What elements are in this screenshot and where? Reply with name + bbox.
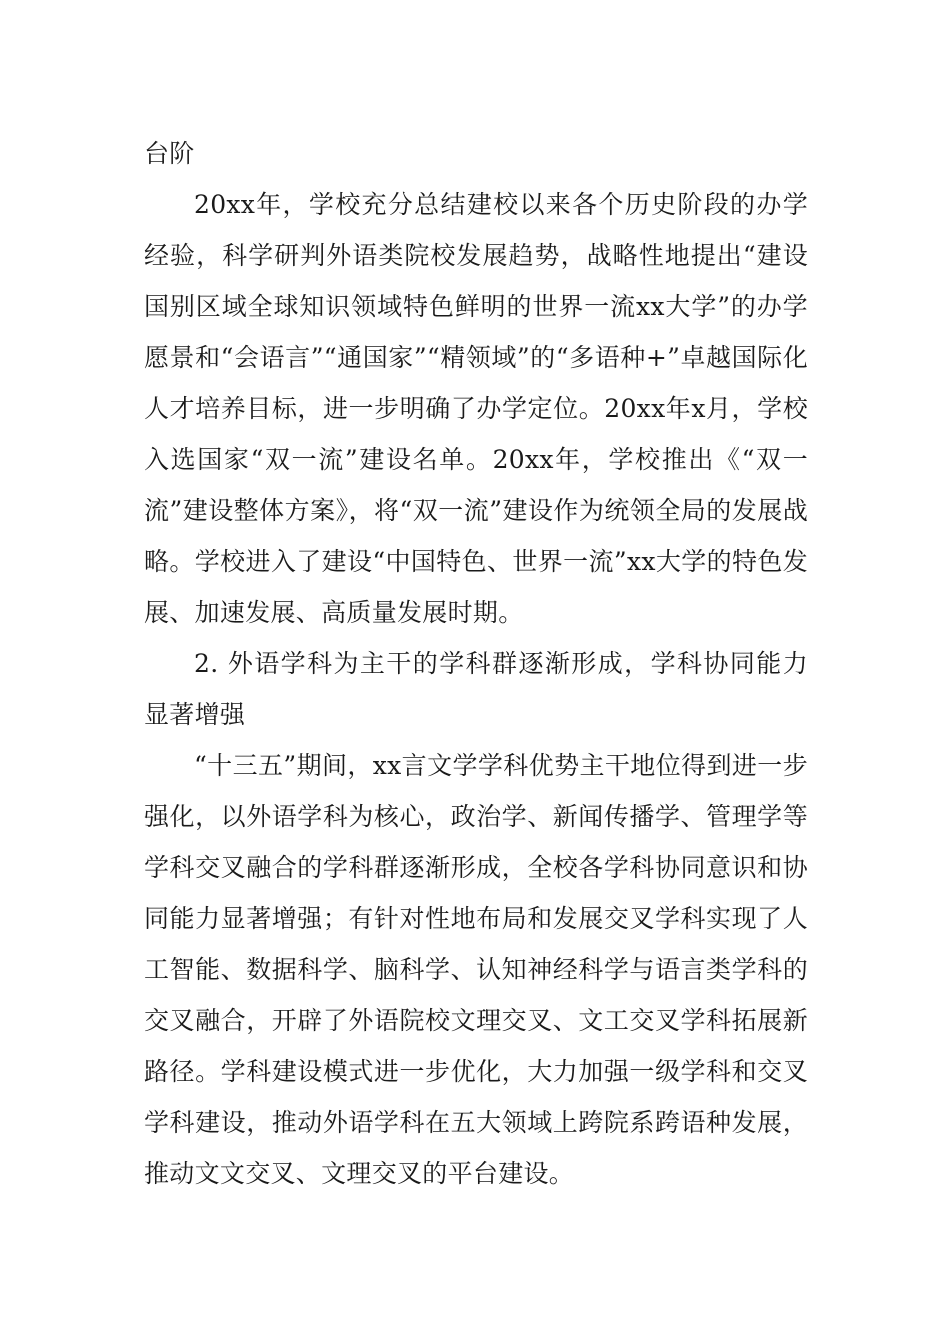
paragraph-discipline-development: “十三五”期间，xx言文学学科优势主干地位得到进一步强化，以外语学科为核心，政治学、新闻传播学、管理学等学科交叉融合的学科群逐渐形成，全校各学科协同意识和协同能力显著增强；有针对性地布局和发展交叉学科实现了人工智能、数据科学、脑科学、认知神经科学与语言类学科的交叉融合，开辟了外语院校文理交叉、文工交叉学科拓展新路径。学科建设模式进一步优化，大力加强一级学科和交叉学科建设，推动外语学科在五大领域上跨院系跨语种发展，推动文文交叉、文理交叉的平台建设。 <box>144 751 808 1188</box>
section-heading-discipline-group: 2. 外语学科为主干的学科群逐渐形成，学科协同能力显著增强 <box>144 649 808 729</box>
paragraph-history-positioning: 20xx年，学校充分总结建校以来各个历史阶段的办学经验，科学研判外语类院校发展趋势，战略性地提出“建设国别区域全球知识领域特色鲜明的世界一流xx大学”的办学愿景和“会语言”“通国家”“精领域”的“多语种+”卓越国际化人才培养目标，进一步明确了办学定位。20xx年x月，学校入选国家“双一流”建设名单。20xx年，学校推出《“双一流”建设整体方案》，将“双一流”建设作为统领全局的发展战略。学校进入了建设“中国特色、世界一流”xx大学的特色发展、加速发展、高质量发展时期。 <box>144 190 808 627</box>
paragraph-continuation: 台阶 <box>144 139 195 168</box>
document-body <box>144 128 808 1199</box>
